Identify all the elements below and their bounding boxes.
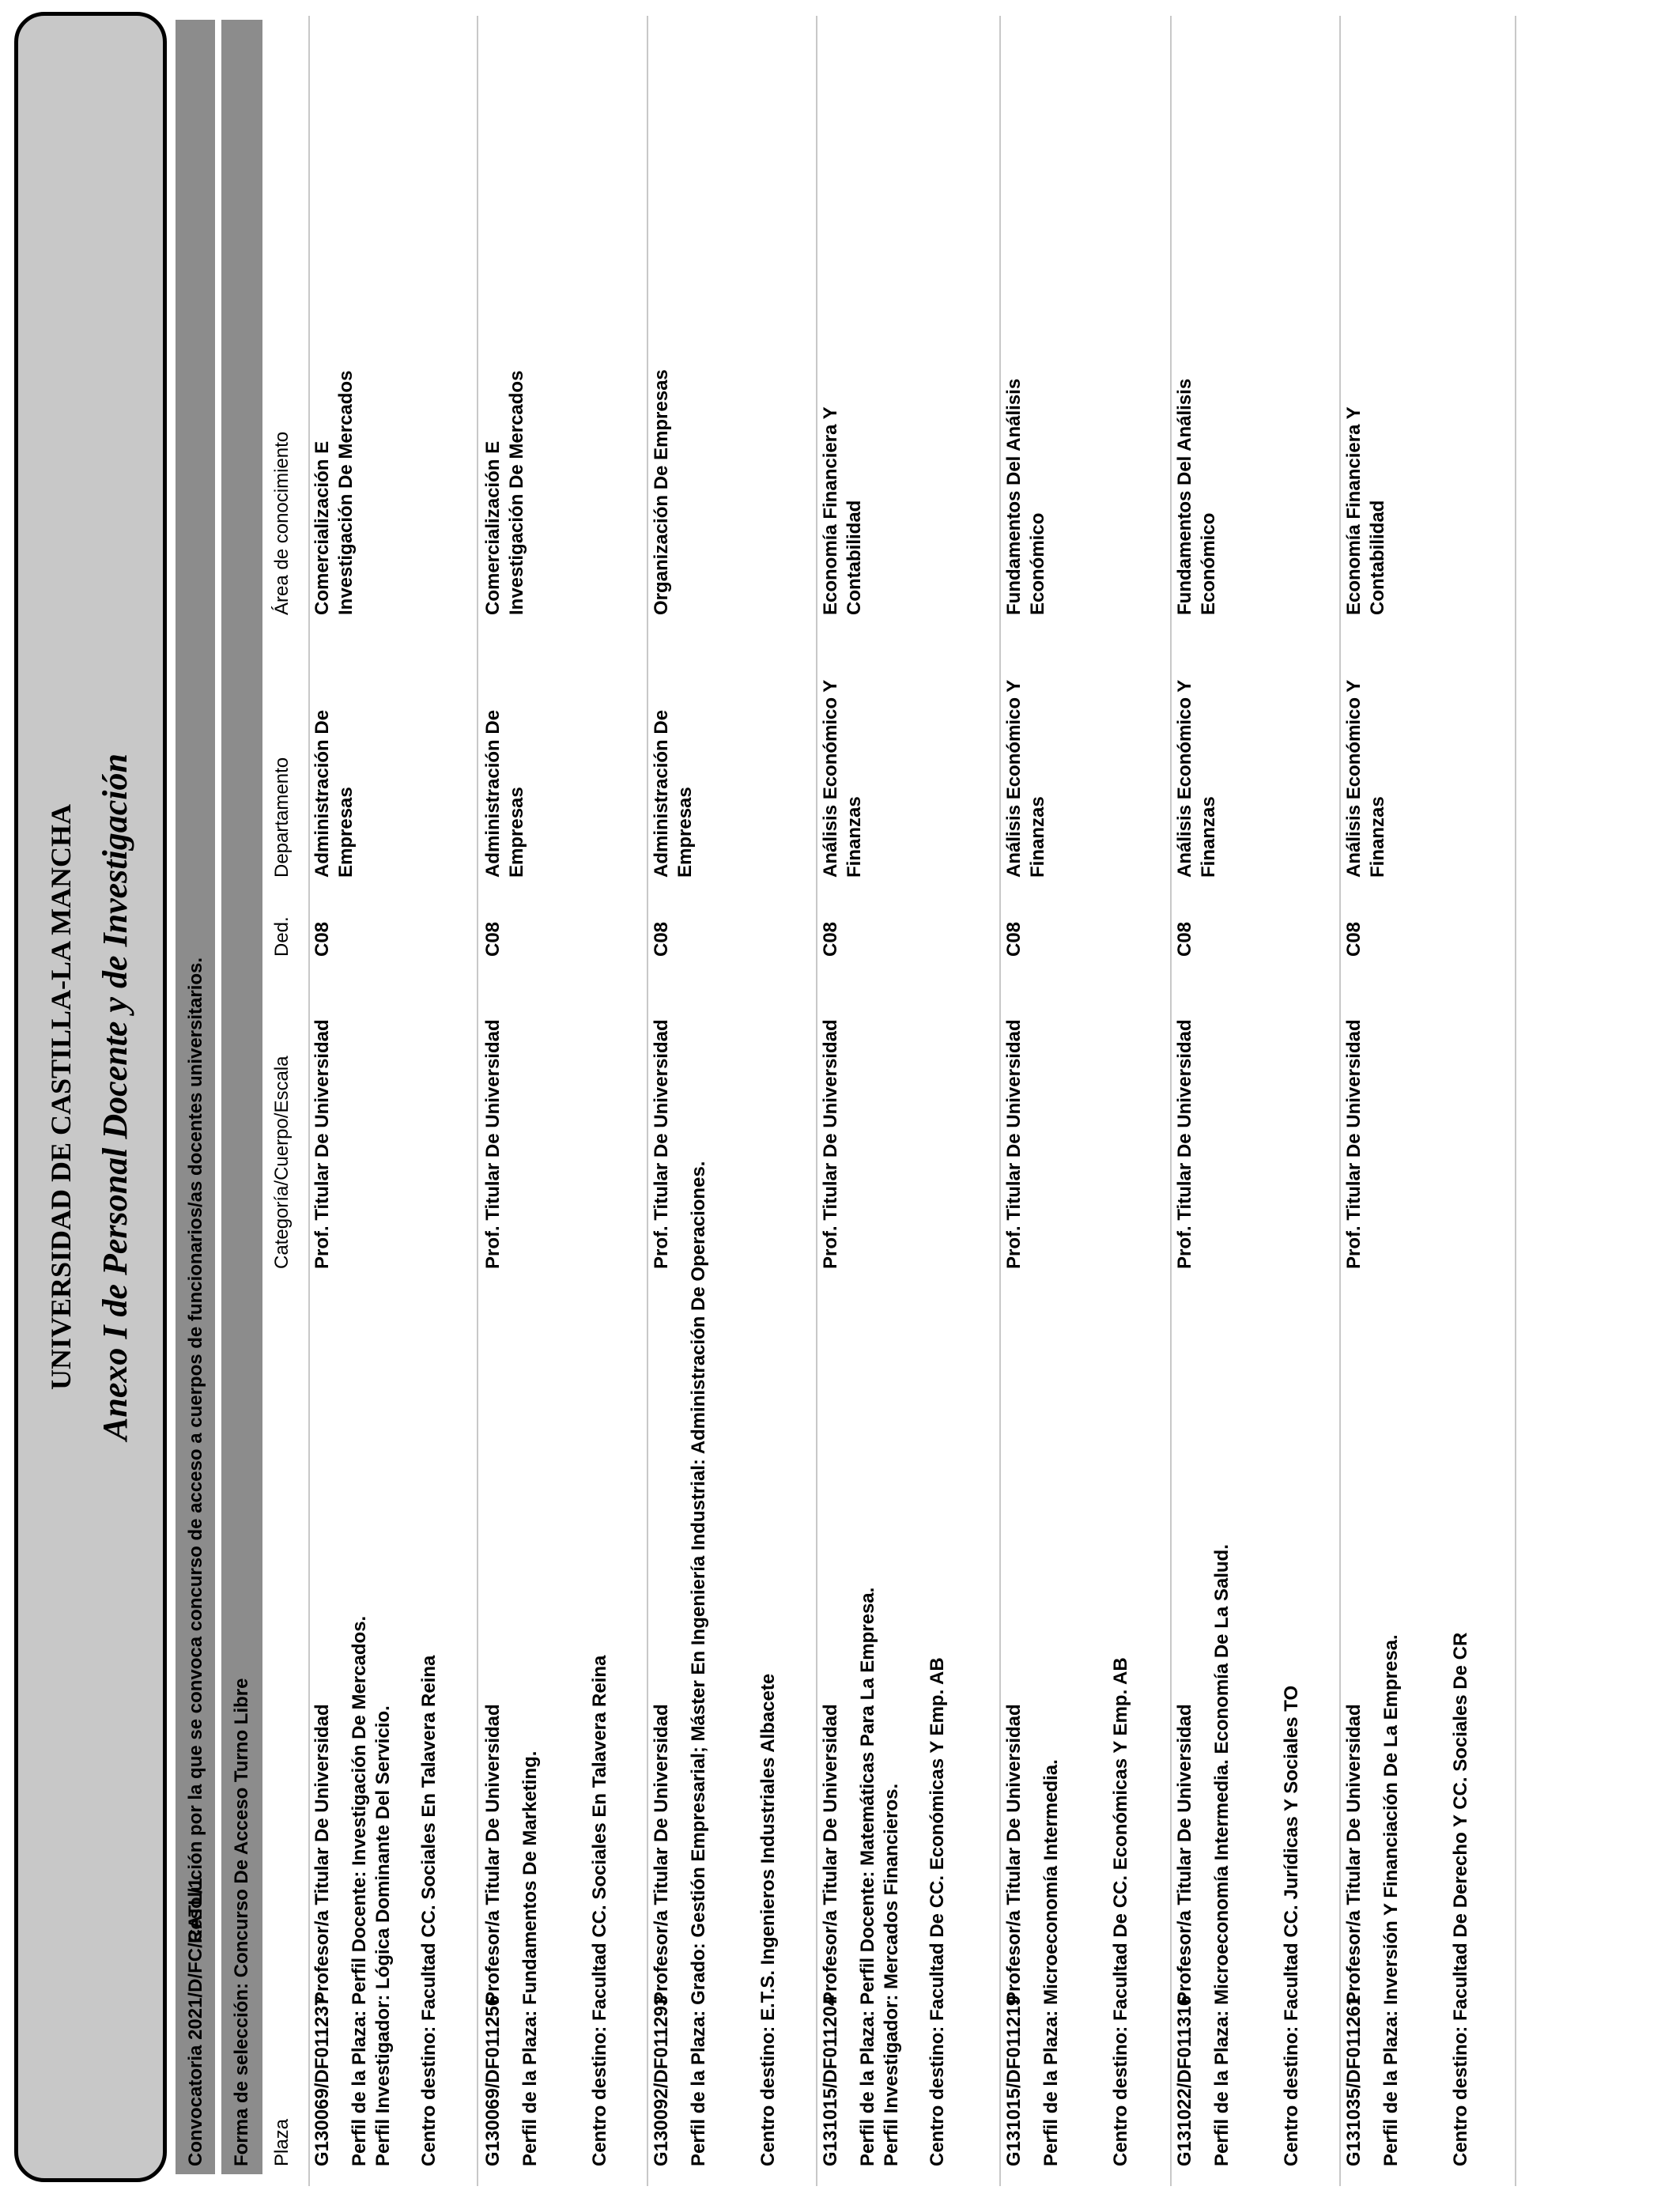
plaza-perfil: Perfil de la Plaza: Perfil Docente: Matemáticas Para La Empresa.	[857, 1587, 878, 2166]
plaza-centro-destino: Centro destino: E.T.S. Ingenieros Industriales Albacete	[757, 1673, 779, 2166]
plaza-categoria: Prof. Titular De Universidad	[482, 1019, 504, 1269]
plaza-departamento: Administración De Empresas	[311, 709, 357, 878]
plaza-categoria: Prof. Titular De Universidad	[1343, 1019, 1365, 1269]
plaza-title: Profesor/a Titular De Universidad	[1003, 1704, 1025, 2004]
plaza-departamento: Administración De Empresas	[651, 709, 696, 878]
plaza-title: Profesor/a Titular De Universidad	[311, 1704, 333, 2004]
row-separator	[308, 16, 310, 2186]
plaza-code: G131035/DF011261	[1343, 1995, 1365, 2166]
plaza-code: G131022/DF011316	[1174, 1995, 1195, 2166]
plaza-dedicacion: C08	[1343, 921, 1365, 957]
plaza-perfil: Perfil de la Plaza: Inversión Y Financiación De La Empresa.	[1380, 1634, 1402, 2166]
plaza-categoria: Prof. Titular De Universidad	[651, 1019, 672, 1269]
plaza-centro-destino: Centro destino: Facultad CC. Jurídicas Y Sociales TO	[1281, 1685, 1302, 2166]
plaza-perfil: Perfil de la Plaza: Grado: Gestión Empresarial; Máster En Ingeniería Industrial: Administración De Operaciones.	[688, 1161, 709, 2166]
plaza-title: Profesor/a Titular De Universidad	[820, 1704, 841, 2004]
plaza-perfil: Perfil de la Plaza: Perfil Docente: Investigación De Mercados.	[349, 1615, 370, 2166]
plaza-dedicacion: C08	[1003, 921, 1025, 957]
plaza-departamento: Análisis Económico Y Finanzas	[1174, 680, 1219, 878]
plaza-categoria: Prof. Titular De Universidad	[820, 1019, 841, 1269]
plaza-departamento: Análisis Económico Y Finanzas	[1343, 680, 1388, 878]
plaza-centro-destino: Centro destino: Facultad De CC. Económicas Y Emp. AB	[927, 1657, 948, 2166]
plaza-perfil: Perfil de la Plaza: Microeconomía Intermedia. Economía De La Salud.	[1211, 1544, 1233, 2166]
university-title: UNIVERSIDAD DE CASTILLA-LA MANCHA	[45, 803, 77, 1391]
plaza-perfil: Perfil de la Plaza: Microeconomía Intermedia.	[1040, 1759, 1062, 2166]
convocatoria-band	[176, 20, 215, 2174]
plaza-dedicacion: C08	[820, 921, 841, 957]
plaza-code: G131015/DF011219	[1003, 1995, 1025, 2166]
plaza-centro-destino: Centro destino: Facultad De CC. Económicas Y Emp. AB	[1110, 1657, 1131, 2166]
plaza-code: G131015/DF011204	[820, 1995, 841, 2166]
plaza-centro-destino: Centro destino: Facultad CC. Sociales En Talavera Reina	[418, 1655, 440, 2166]
row-separator	[647, 16, 648, 2186]
header-categoria: Categoría/Cuerpo/Escala	[271, 1055, 293, 1269]
plaza-dedicacion: C08	[1174, 921, 1195, 957]
plaza-code: G130069/DF011237	[311, 1995, 333, 2166]
plaza-departamento: Análisis Económico Y Finanzas	[820, 680, 865, 878]
convocatoria-id: Convocatoria 2021/D/FC/CATL/1	[185, 1878, 206, 2166]
plaza-title: Profesor/a Titular De Universidad	[651, 1704, 672, 2004]
annex-title: Anexo I de Personal Docente y de Investigación	[96, 753, 134, 1441]
plaza-departamento: Análisis Económico Y Finanzas	[1003, 680, 1048, 878]
plaza-area: Fundamentos Del Análisis Económico	[1003, 378, 1048, 615]
header-plaza: Plaza	[271, 2118, 293, 2166]
plaza-area: Fundamentos Del Análisis Económico	[1174, 378, 1219, 615]
plaza-area: Comercialización E Investigación De Mercados	[311, 370, 357, 615]
row-separator	[1515, 16, 1516, 2186]
plaza-categoria: Prof. Titular De Universidad	[311, 1019, 333, 1269]
row-separator	[477, 16, 478, 2186]
convocatoria-description: Resolución por la que se convoca concurso de acceso a cuerpos de funcionarios/as docentes universitarios.	[185, 957, 206, 1943]
plaza-perfil-investigador: Perfil Investigador: Lógica Dominante Del Servicio.	[372, 1705, 394, 2166]
plaza-area: Economía Financiera Y Contabilidad	[1343, 406, 1388, 615]
header-area: Área de conocimiento	[271, 431, 293, 615]
plaza-centro-destino: Centro destino: Facultad CC. Sociales En Talavera Reina	[589, 1655, 610, 2166]
plaza-perfil-investigador: Perfil Investigador: Mercados Financieros.	[881, 1783, 902, 2166]
header-departamento: Departamento	[271, 757, 293, 878]
plaza-area: Comercialización E Investigación De Mercados	[482, 370, 527, 615]
plaza-area: Organización De Empresas	[651, 369, 672, 615]
forma-seleccion: Forma de selección: Concurso De Acceso Turno Libre	[231, 1678, 252, 2166]
forma-seleccion-band	[221, 20, 262, 2174]
plaza-categoria: Prof. Titular De Universidad	[1003, 1019, 1025, 1269]
row-separator	[1339, 16, 1341, 2186]
row-separator	[816, 16, 817, 2186]
header-ded: Ded.	[271, 916, 293, 957]
plaza-title: Profesor/a Titular De Universidad	[1343, 1704, 1365, 2004]
plaza-categoria: Prof. Titular De Universidad	[1174, 1019, 1195, 1269]
row-separator	[1170, 16, 1172, 2186]
plaza-centro-destino: Centro destino: Facultad De Derecho Y CC. Sociales De CR	[1450, 1632, 1471, 2166]
plaza-dedicacion: C08	[651, 921, 672, 957]
plaza-perfil: Perfil de la Plaza: Fundamentos De Marketing.	[519, 1750, 541, 2166]
plaza-departamento: Administración De Empresas	[482, 709, 527, 878]
plaza-code: G130092/DF011293	[651, 1995, 672, 2166]
row-separator	[999, 16, 1001, 2186]
title-box	[14, 12, 167, 2182]
plaza-title: Profesor/a Titular De Universidad	[482, 1704, 504, 2004]
plaza-area: Economía Financiera Y Contabilidad	[820, 406, 865, 615]
plaza-dedicacion: C08	[482, 921, 504, 957]
plaza-dedicacion: C08	[311, 921, 333, 957]
plaza-code: G130069/DF011256	[482, 1995, 504, 2166]
plaza-title: Profesor/a Titular De Universidad	[1174, 1704, 1195, 2004]
